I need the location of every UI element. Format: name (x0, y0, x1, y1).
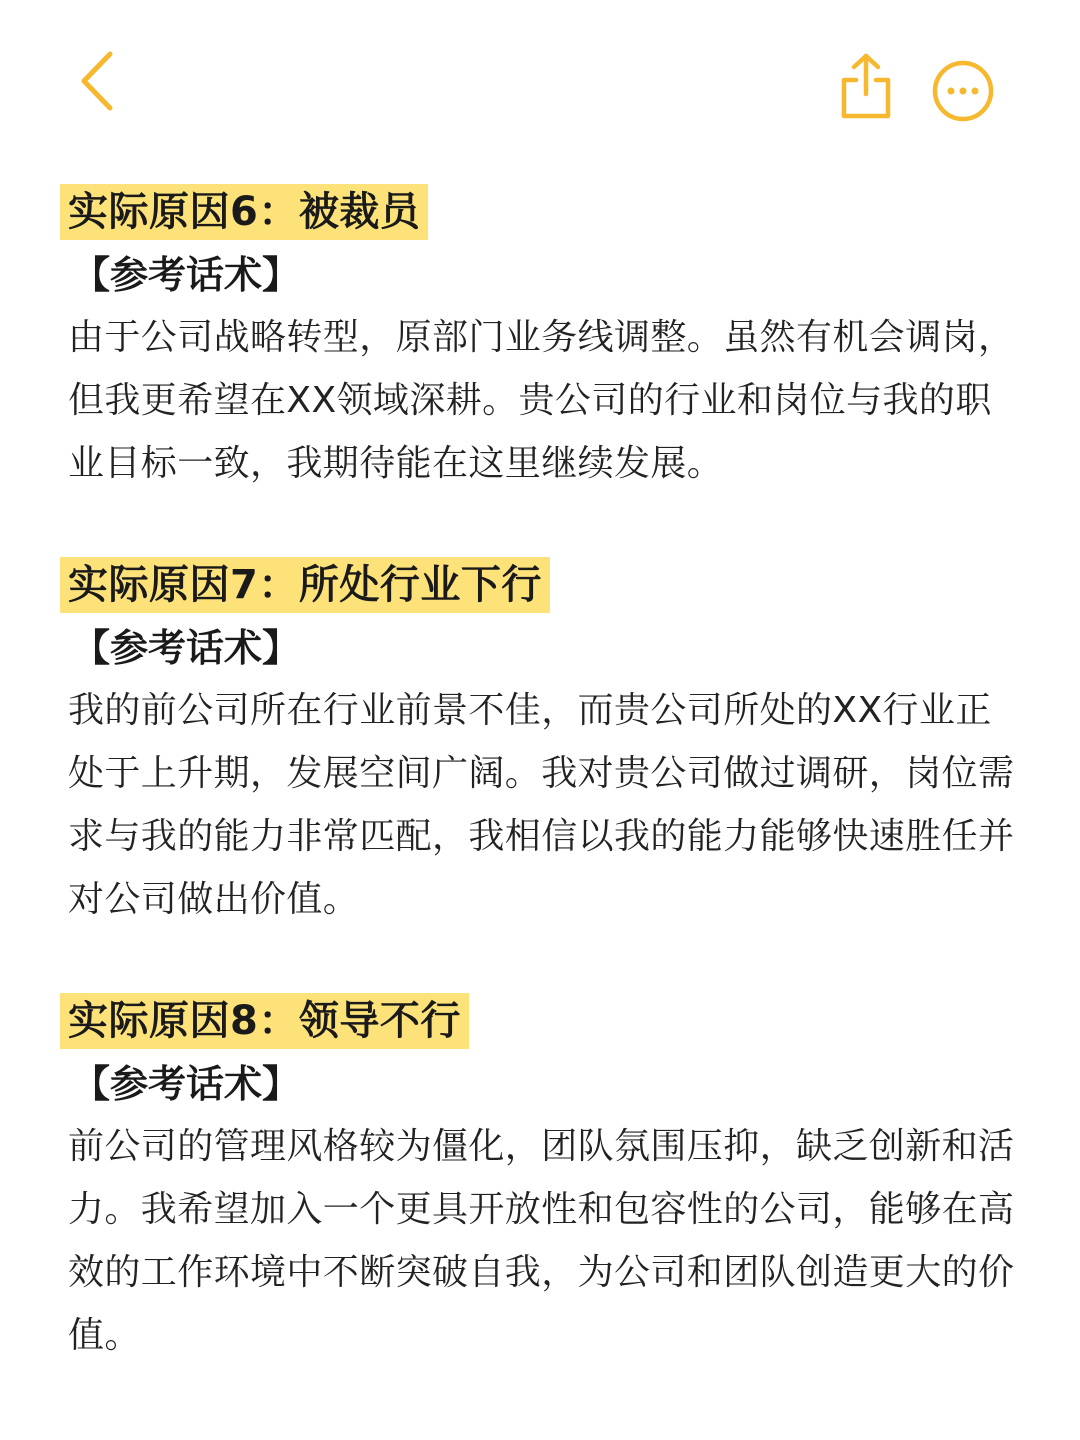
share-button[interactable] (834, 50, 898, 122)
chevron-left-icon (68, 46, 128, 116)
reference-label: 【参考话术】 (72, 253, 301, 297)
section-reason-8 (68, 993, 1018, 1367)
section-reason-7 (68, 557, 1018, 931)
more-button[interactable] (930, 58, 996, 124)
back-button[interactable] (68, 46, 128, 116)
section-heading: 实际原因7：所处行业下行 (60, 557, 550, 613)
section-reason-6 (68, 184, 1018, 495)
section-body: 由于公司战略转型，原部门业务线调整。虽然有机会调岗，但我更希望在XX领域深耕。贵公司的行业和岗位与我的职业目标一致，我期待能在这里继续发展。 (68, 317, 1015, 484)
note-content (68, 184, 1018, 1367)
reference-label: 【参考话术】 (72, 1062, 301, 1106)
section-heading: 实际原因8：领导不行 (60, 993, 469, 1049)
section-body: 前公司的管理风格较为僵化，团队氛围压抑，缺乏创新和活力。我希望加入一个更具开放性和包容性的公司，能够在高效的工作环境中不断突破自我，为公司和团队创造更大的价值。 (68, 1126, 1015, 1356)
section-body: 我的前公司所在行业前景不佳，而贵公司所处的XX行业正处于上升期，发展空间广阔。我对贵公司做过调研，岗位需求与我的能力非常匹配，我相信以我的能力能够快速胜任并对公司做出价值。 (68, 690, 1015, 920)
reference-label: 【参考话术】 (72, 626, 301, 670)
more-horizontal-circle-icon (930, 58, 996, 124)
section-heading: 实际原因6：被裁员 (60, 184, 428, 240)
top-toolbar (0, 0, 1080, 150)
share-icon (834, 50, 898, 122)
